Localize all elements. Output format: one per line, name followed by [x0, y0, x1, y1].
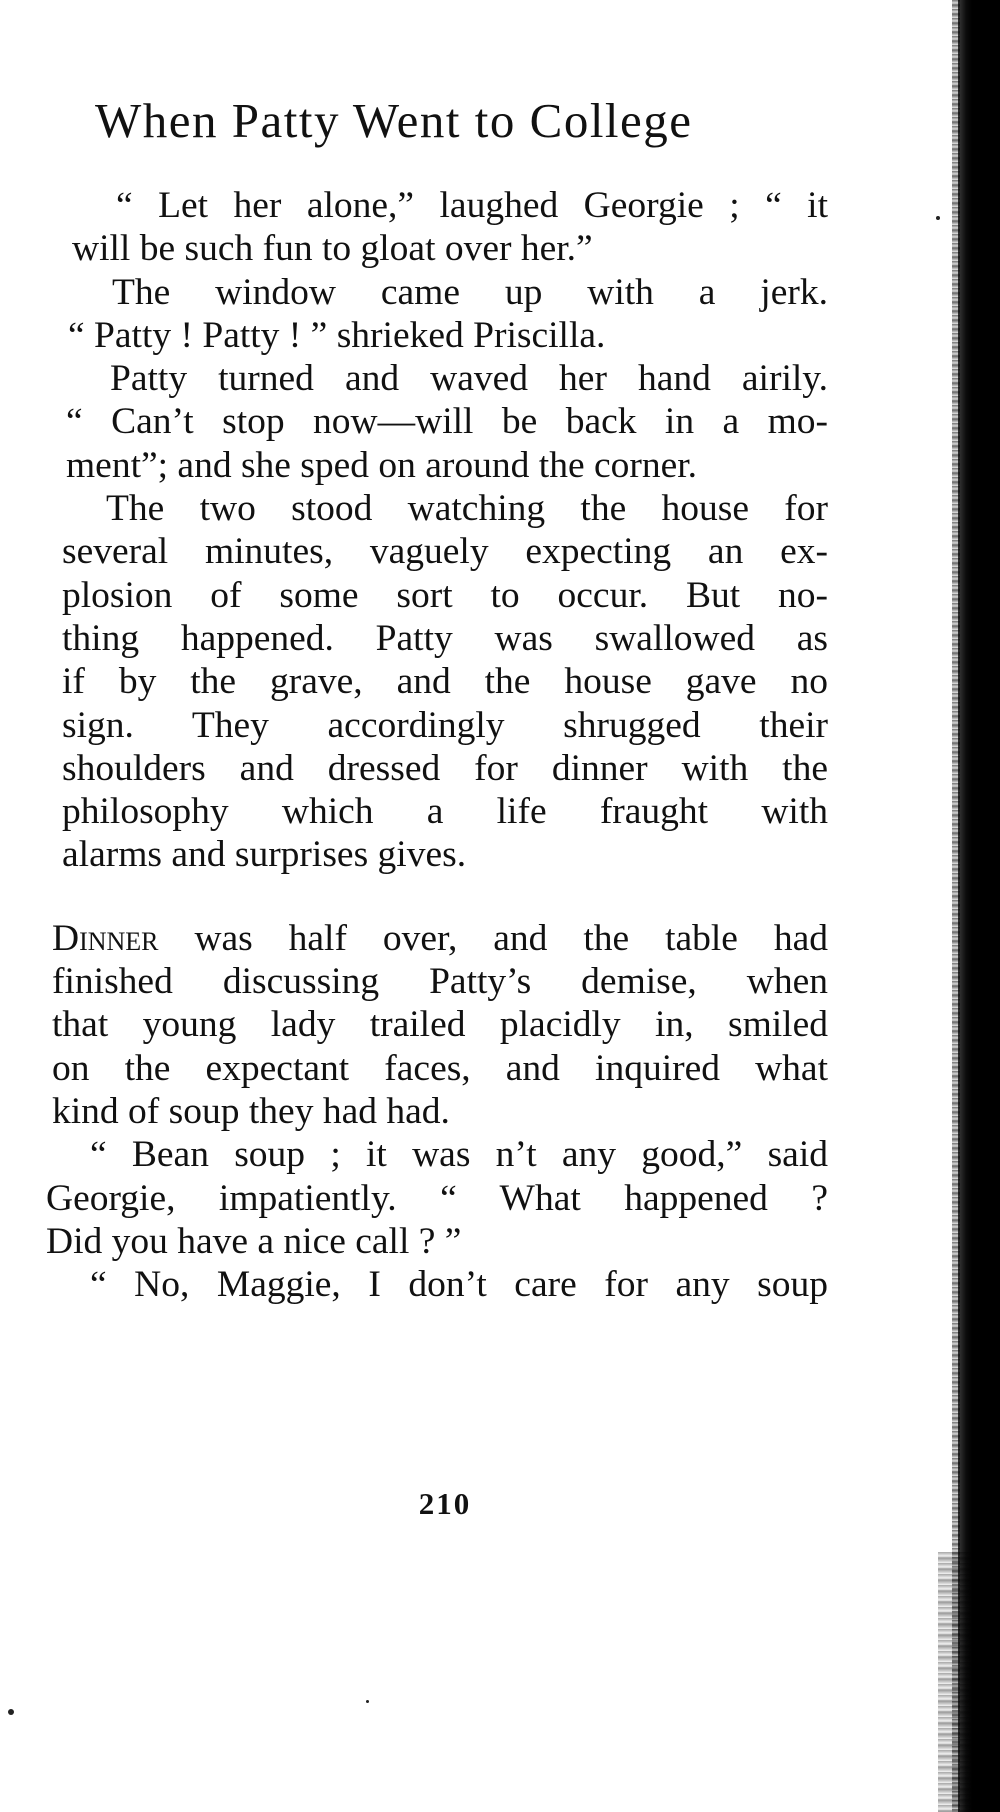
paragraph — [62, 487, 828, 877]
text-line: “ Patty ! Patty ! ” shrieked Priscilla. — [68, 314, 606, 356]
text-line: ment”; and she sped on around the corner. — [66, 444, 698, 486]
paragraph — [52, 917, 828, 1133]
scan-speck — [8, 1709, 14, 1715]
text-line: philosophy which a life fraught with — [62, 791, 828, 833]
text-line: The two stood watching the house for — [106, 488, 828, 530]
text-line: that young lady trailed placidly in, smiled — [52, 1004, 828, 1046]
page-edge-shadow — [938, 1552, 1000, 1812]
text-line: kind of soup they had had. — [52, 1090, 450, 1132]
text-line: Georgie, impatiently. “ What happened ? — [46, 1177, 828, 1219]
text-line: Patty turned and waved her hand airily. — [110, 358, 828, 400]
paragraph — [68, 271, 828, 358]
scan-speck — [936, 216, 940, 220]
scan-speck — [366, 1700, 369, 1703]
text-line — [52, 917, 828, 960]
text-line: “ No, Maggie, I don’t care for any soup — [90, 1264, 828, 1306]
page-number: 210 — [418, 1486, 472, 1521]
text-line: Did you have a nice call ? ” — [46, 1220, 462, 1262]
text-line: shoulders and dressed for dinner with the — [62, 747, 828, 789]
text-line: “ Let her alone,” laughed Georgie ; “ it — [116, 185, 828, 226]
paragraph — [72, 184, 828, 271]
text-line: plosion of some sort to occur. But no- — [62, 574, 828, 616]
text-line: “ Can’t stop now—will be back in a mo- — [66, 401, 828, 443]
text-line: “ Bean soup ; it was n’t any good,” said — [90, 1134, 828, 1176]
text-line: on the expectant faces, and inquired what — [52, 1047, 828, 1089]
text-line: alarms and surprises gives. — [62, 834, 467, 876]
body-text — [46, 184, 828, 1306]
paragraph — [66, 357, 828, 487]
text-line-rest: was half over, and the table had — [158, 917, 828, 959]
running-head: When Patty Went to College — [95, 93, 693, 148]
text-line: if by the grave, and the house gave no — [62, 661, 828, 703]
text-line: several minutes, vaguely expecting an ex- — [62, 531, 828, 573]
text-line: The window came up with a jerk. — [112, 271, 828, 313]
section-opening-word: Dinner — [52, 917, 159, 959]
paragraph — [46, 1263, 828, 1306]
text-line: sign. They accordingly shrugged their — [62, 704, 828, 746]
text-line: will be such fun to gloat over her.” — [72, 228, 593, 270]
text-line: thing happened. Patty was swallowed as — [62, 617, 828, 659]
section-break — [60, 877, 828, 917]
page-binding-edge — [958, 0, 1000, 1812]
text-line: finished discussing Patty’s demise, when — [52, 961, 828, 1003]
paragraph — [46, 1133, 828, 1263]
